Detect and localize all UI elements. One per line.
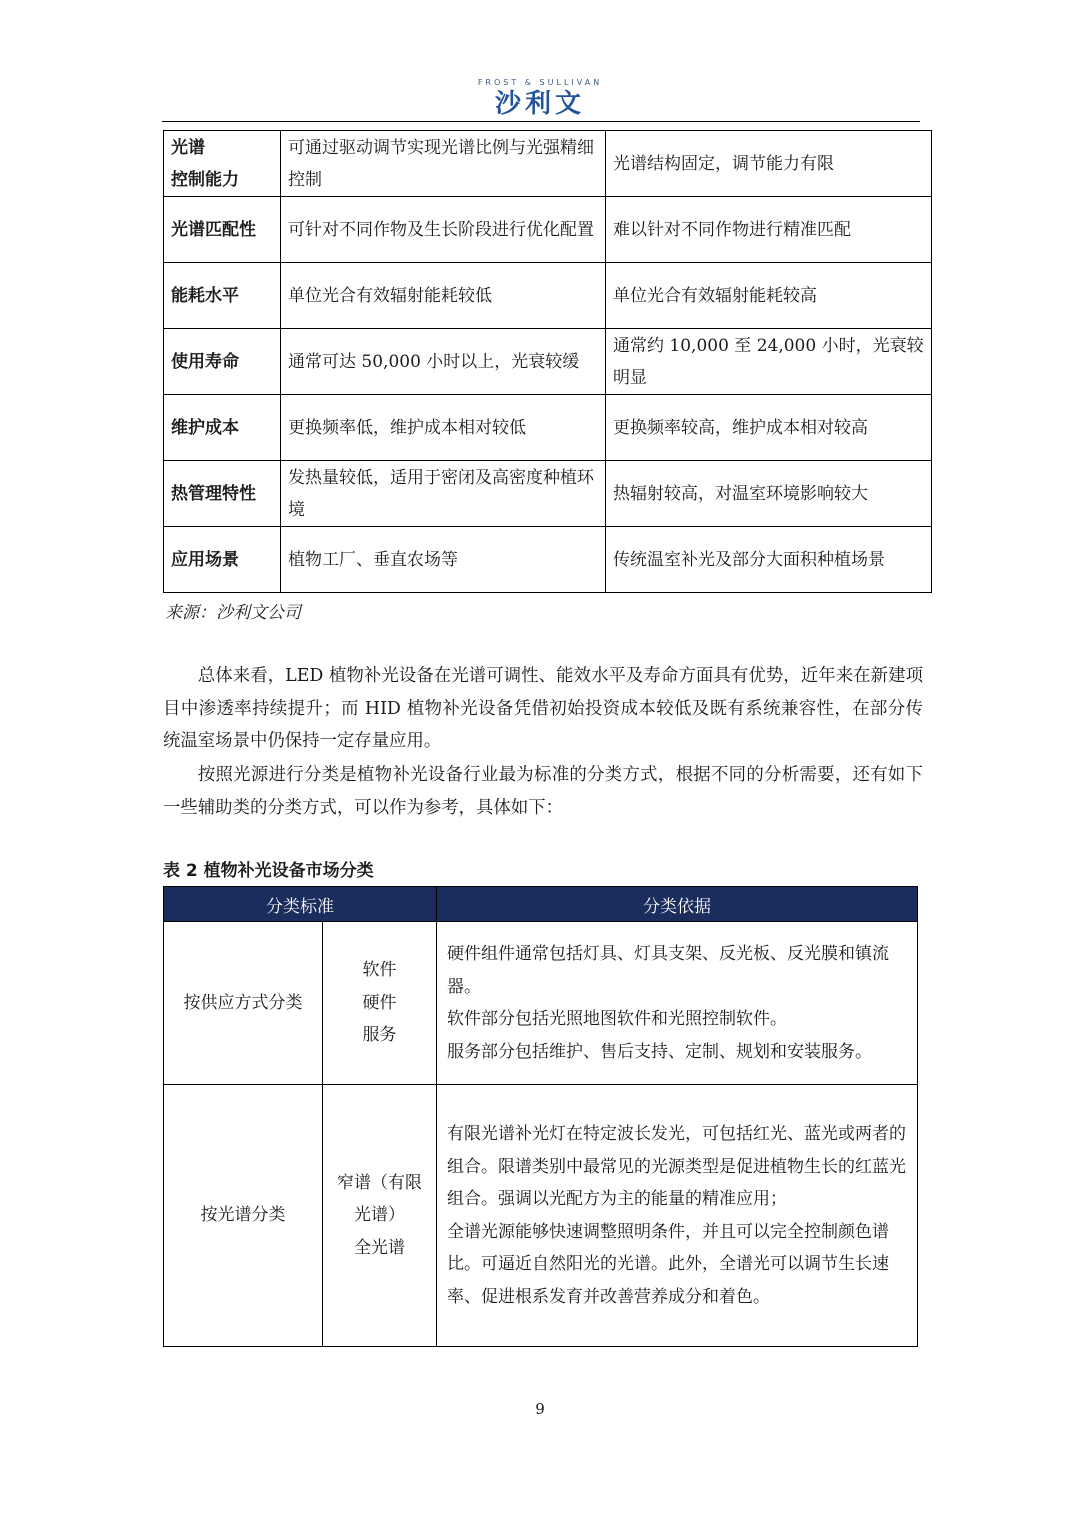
description-line: 有限光谱补光灯在特定波长发光，可包括红光、蓝光或两者的组合。限谱类别中最常见的光源类型是促进植物生长的红蓝光组合。强调以光配方为主的能量的精准应用；: [447, 1124, 906, 1209]
market-classification-table: [163, 886, 918, 1347]
body-paragraph: 按照光源进行分类是植物补光设备行业最为标准的分类方式，根据不同的分析需要，还有如下一些辅助类的分类方式，可以作为参考，具体如下：: [163, 765, 923, 818]
classification-name: 按光谱分类: [164, 1085, 323, 1347]
body-paragraph: 总体来看，LED 植物补光设备在光谱可调性、能效水平及寿命方面具有优势，近年来在新建项目中渗透率持续提升；而 HID 植物补光设备凭借初始投资成本较低及既有系统兼容性，在部分传统温室场景中仍保持一定存量应用。: [163, 666, 923, 751]
table-source-note: 来源：沙利文公司: [165, 603, 301, 623]
led-hid-comparison-table: [163, 130, 932, 593]
led-cell: 通常可达 50,000 小时以上，光衰较缓: [281, 329, 606, 395]
table-caption: 表 2 植物补光设备市场分类: [163, 861, 374, 881]
table-row: [164, 197, 932, 263]
description-line: 软件部分包括光照地图软件和光照控制软件。: [447, 1009, 787, 1029]
row-label: 光谱匹配性: [164, 197, 281, 263]
led-cell: 单位光合有效辐射能耗较低: [281, 263, 606, 329]
table-row: [164, 1085, 918, 1347]
hid-cell: 通常约 10,000 至 24,000 小时，光衰较明显: [606, 329, 932, 395]
led-cell: 可通过驱动调节实现光谱比例与光强精细控制: [281, 131, 606, 197]
hid-cell: 单位光合有效辐射能耗较高: [606, 263, 932, 329]
table-row: [164, 527, 932, 593]
led-cell: 发热量较低，适用于密闭及高密度种植环境: [281, 461, 606, 527]
table-row: [164, 461, 932, 527]
logo-chinese-text: 沙利文: [494, 89, 585, 119]
classification-name: 按供应方式分类: [164, 922, 323, 1085]
row-label: 应用场景: [164, 527, 281, 593]
header-basis: 分类依据: [437, 887, 918, 922]
table-row: [164, 131, 932, 197]
description-line: 全谱光源能够快速调整照明条件，并且可以完全控制颜色谱比。可逼近自然阳光的光谱。此外，全谱光可以调节生长速率、促进根系发育并改善营养成分和着色。: [447, 1221, 889, 1307]
logo-english-text: FROST & SULLIVAN: [477, 78, 603, 87]
hid-cell: 光谱结构固定，调节能力有限: [606, 131, 932, 197]
hid-cell: 难以针对不同作物进行精准匹配: [606, 197, 932, 263]
classification-description: [437, 1085, 918, 1347]
table-row: [164, 263, 932, 329]
led-cell: 可针对不同作物及生长阶段进行优化配置: [281, 197, 606, 263]
row-label: 维护成本: [164, 395, 281, 461]
row-label: 使用寿命: [164, 329, 281, 395]
table-row: [164, 395, 932, 461]
hid-cell: 更换频率较高，维护成本相对较高: [606, 395, 932, 461]
header-divider: [162, 121, 920, 122]
table-row: [164, 329, 932, 395]
description-line: 服务部分包括维护、售后支持、定制、规划和安装服务。: [447, 1041, 872, 1062]
page-number: 9: [535, 1400, 545, 1418]
classification-types: 软件 硬件 服务: [323, 922, 437, 1085]
led-cell: 植物工厂、垂直农场等: [281, 527, 606, 593]
description-line: 硬件组件通常包括灯具、灯具支架、反光板、反光膜和镇流器。: [447, 944, 889, 997]
row-label: 热管理特性: [164, 461, 281, 527]
header-logo: [0, 78, 1080, 119]
table-header-row: [164, 887, 918, 922]
row-label: 光谱 控制能力: [164, 131, 281, 197]
classification-description: [437, 922, 918, 1085]
row-label: 能耗水平: [164, 263, 281, 329]
classification-types: 窄谱（有限光谱） 全光谱: [323, 1085, 437, 1347]
table-row: [164, 922, 918, 1085]
hid-cell: 热辐射较高，对温室环境影响较大: [606, 461, 932, 527]
hid-cell: 传统温室补光及部分大面积种植场景: [606, 527, 932, 593]
led-cell: 更换频率低，维护成本相对较低: [281, 395, 606, 461]
header-standard: 分类标准: [164, 887, 437, 922]
